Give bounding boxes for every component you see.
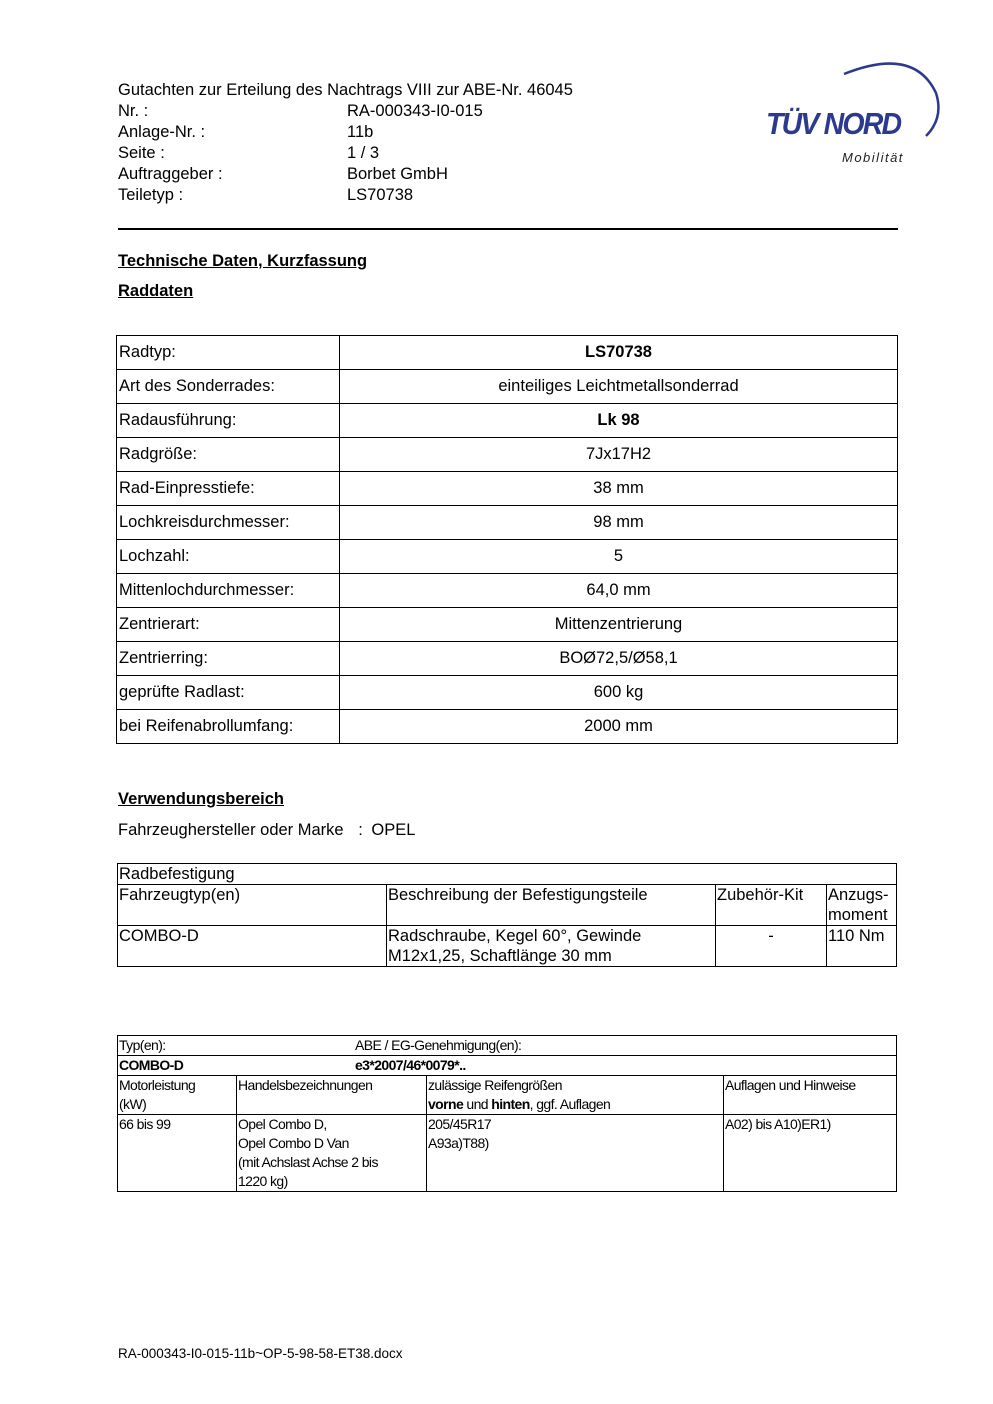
abe-table: [117, 1035, 897, 1192]
raddaten-table: [116, 335, 898, 744]
header-field-row: [118, 101, 573, 122]
table-row: [117, 336, 898, 370]
cell-motorleistung: 66 bis 99: [118, 1115, 237, 1192]
header-field-value: RA-000343-I0-015: [347, 102, 483, 120]
header-divider: [118, 228, 898, 230]
raddaten-label: bei Reifenabrollumfang:: [117, 710, 340, 744]
section-subheading-raddaten: Raddaten: [118, 282, 194, 300]
cell-fahrzeugtyp: COMBO-D: [118, 926, 387, 967]
cell-handelsbezeichnungen: Opel Combo D, Opel Combo D Van (mit Achslast Achse 2 bis 1220 kg): [237, 1115, 427, 1192]
typ-label: Typ(en):: [119, 1037, 166, 1053]
raddaten-label: Lochkreisdurchmesser:: [117, 506, 340, 540]
raddaten-value: Lk 98: [340, 404, 898, 438]
header-field-label: Nr. :: [118, 102, 149, 120]
cell-auflagen: A02) bis A10)ER1): [724, 1115, 897, 1192]
manufacturer-value: OPEL: [371, 821, 416, 839]
raddaten-value: 7Jx17H2: [340, 438, 898, 472]
raddaten-value: LS70738: [340, 336, 898, 370]
raddaten-label: Radtyp:: [117, 336, 340, 370]
abe-label: ABE / EG-Genehmigung(en):: [355, 1037, 522, 1053]
raddaten-value: 2000 mm: [340, 710, 898, 744]
document-header: [118, 80, 573, 206]
raddaten-label: Rad-Einpresstiefe:: [117, 472, 340, 506]
raddaten-label: Zentrierart:: [117, 608, 340, 642]
raddaten-value: 38 mm: [340, 472, 898, 506]
raddaten-label: Radausführung:: [117, 404, 340, 438]
table-row: [117, 574, 898, 608]
table-row: [117, 608, 898, 642]
raddaten-label: Lochzahl:: [117, 540, 340, 574]
table-row: [117, 710, 898, 744]
table-row: [117, 438, 898, 472]
table-row: [118, 1076, 897, 1115]
header-field-row: [118, 143, 573, 164]
table-row: [118, 864, 897, 885]
header-field-value: Borbet GmbH: [347, 165, 448, 183]
header-field-label: Teiletyp :: [118, 186, 184, 204]
tuev-nord-logo: [764, 58, 944, 173]
document-title: Gutachten zur Erteilung des Nachtrags VIII zur ABE-Nr. 46045: [118, 81, 573, 99]
table-row: [118, 885, 897, 926]
raddaten-value: Mittenzentrierung: [340, 608, 898, 642]
manufacturer-line: [118, 821, 415, 840]
abe-label-row: [118, 1036, 897, 1056]
manufacturer-label: Fahrzeughersteller oder Marke: [118, 821, 344, 839]
header-field-label: Seite :: [118, 144, 165, 162]
footer-filename: RA-000343-I0-015-11b~OP-5-98-58-ET38.docx: [118, 1346, 403, 1361]
cell-anzugsmoment: 110 Nm: [827, 926, 897, 967]
header-reifengroessen: zulässige Reifengrößen vorne und hinten, ggf. Auflagen: [427, 1076, 724, 1115]
abe-value-row: [118, 1056, 897, 1076]
raddaten-value: 5: [340, 540, 898, 574]
header-handelsbezeichnungen: Handelsbezeichnungen: [237, 1076, 427, 1115]
header-field-label: Auftraggeber :: [118, 165, 223, 183]
table-row: [117, 540, 898, 574]
raddaten-value: BOØ72,5/Ø58,1: [340, 642, 898, 676]
raddaten-value: 98 mm: [340, 506, 898, 540]
manufacturer-separator: :: [358, 821, 363, 839]
table-row: [117, 370, 898, 404]
table-row: [117, 506, 898, 540]
header-motorleistung: Motorleistung (kW): [118, 1076, 237, 1115]
raddaten-value: 600 kg: [340, 676, 898, 710]
table-row: [118, 1056, 897, 1076]
raddaten-label: Mittenlochdurchmesser:: [117, 574, 340, 608]
raddaten-value: 64,0 mm: [340, 574, 898, 608]
header-anzugsmoment: Anzugs- moment: [827, 885, 897, 926]
table-row: [117, 642, 898, 676]
cell-zubehoer-kit: -: [716, 926, 827, 967]
raddaten-label: Zentrierring:: [117, 642, 340, 676]
section-heading-technische-daten: Technische Daten, Kurzfassung: [118, 252, 368, 270]
header-field-value: LS70738: [347, 186, 414, 204]
table-row: [118, 1115, 897, 1192]
table-row: [117, 676, 898, 710]
header-fahrzeugtyp: Fahrzeugtyp(en): [118, 885, 387, 926]
header-fields: [118, 101, 573, 206]
table-row: [118, 1036, 897, 1056]
header-field-row: [118, 185, 573, 206]
header-field-value: 1 / 3: [347, 144, 380, 162]
header-zubehoer-kit: Zubehör-Kit: [716, 885, 827, 926]
radbefestigung-title: Radbefestigung: [118, 864, 897, 885]
header-beschreibung: Beschreibung der Befestigungsteile: [387, 885, 716, 926]
table-row: [118, 926, 897, 967]
header-field-row: [118, 122, 573, 143]
radbefestigung-table: [117, 863, 897, 967]
raddaten-label: Art des Sonderrades:: [117, 370, 340, 404]
raddaten-label: geprüfte Radlast:: [117, 676, 340, 710]
logo-subtitle: Mobilität: [842, 150, 904, 165]
header-field-value: 11b: [347, 123, 374, 141]
typ-value: COMBO-D: [119, 1057, 184, 1073]
table-row: [117, 404, 898, 438]
section-heading-verwendungsbereich: Verwendungsbereich: [118, 790, 284, 808]
table-row: [117, 472, 898, 506]
raddaten-label: Radgröße:: [117, 438, 340, 472]
cell-reifengroessen: 205/45R17 A93a)T88): [427, 1115, 724, 1192]
cell-beschreibung: Radschraube, Kegel 60°, Gewinde M12x1,25, Schaftlänge 30 mm: [387, 926, 716, 967]
logo-brand-text: TÜV NORD: [766, 106, 901, 141]
header-auflagen: Auflagen und Hinweise: [724, 1076, 897, 1115]
raddaten-value: einteiliges Leichtmetallsonderrad: [340, 370, 898, 404]
header-field-label: Anlage-Nr. :: [118, 123, 206, 141]
header-field-row: [118, 164, 573, 185]
abe-value: e3*2007/46*0079*..: [355, 1057, 466, 1073]
